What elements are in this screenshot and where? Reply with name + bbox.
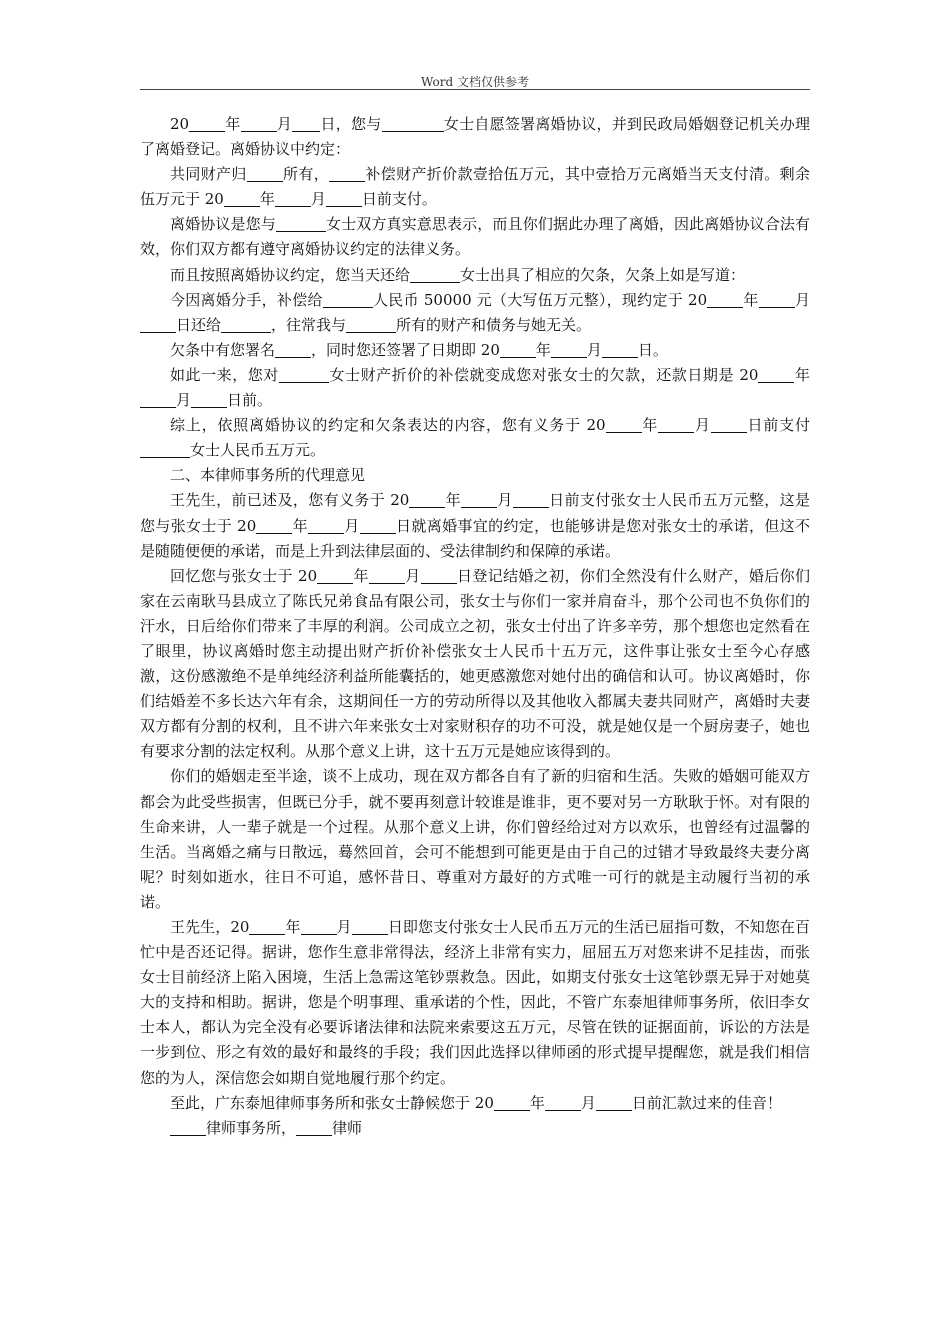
blank-field — [170, 1119, 206, 1136]
paragraph-5: 今因离婚分手，补偿给 人民币 50000 元（大写伍万元整），现约定于 20 年 月日还给 ，往常我与 所有的财产和债务与她无关。 — [140, 288, 810, 338]
blank-field — [256, 517, 292, 534]
blank-field — [241, 115, 277, 132]
blank-field — [494, 1094, 530, 1111]
letter-body — [140, 112, 810, 1141]
blank-field — [189, 115, 225, 132]
blank-field — [249, 918, 285, 935]
blank-field — [513, 491, 549, 508]
blank-field — [275, 341, 311, 358]
blank-field — [140, 441, 190, 458]
blank-field — [500, 341, 536, 358]
blank-field — [221, 316, 271, 333]
blank-field — [369, 567, 405, 584]
blank-field — [410, 266, 460, 283]
blank-field — [296, 1119, 332, 1136]
paragraph-6: 欠条中有您署名 ，同时您还签署了日期即 20 年 月 日。 — [170, 340, 668, 359]
blank-field — [224, 190, 260, 207]
paragraph-13: 王先生，20 年 月 日即您支付张女士人民币五万元的生活已屈指可数，不知您在百忙中是否还记得。据讲，您作生意非常得法，经济上非常有实力，屈屈五万对您来讲不足挂齿，而张女士目前经济上陷入困境，生活上急需这笔钞票救急。因此，如期支付张女士这笔钞票无异于对她莫大的支持和相助。据讲，您是个明事理、重承诺的个性，因此，不管广东泰旭律师事务所，依旧李女士本人，都认为完全没有必要诉诸法律和法院来索要这五万元，尽管在铁的证据面前，诉讼的方法是一步到位、形之有效的最好和最终的手段；我们因此选择以律师函的形式提早提醒您，就是我们相信您的为人，深信您会如期自觉地履行那个约定。 — [140, 918, 810, 1087]
blank-field — [758, 366, 794, 383]
paragraph-10: 王先生，前已述及，您有义务于 20 年 月 日前支付张女士人民币五万元整，这是您与张女士于 20 年 月 日就离婚事宜的约定，也能够讲是您对张女士的承诺，但这不是随随便便的承诺，而是上升到法律层面的、受法律制约和保障的承诺。 — [140, 491, 810, 560]
paragraph-7: 如此一来，您对 女士财产折价的补偿就变成您对张女士的欠款，还款日期是 20 年月 日前。 — [140, 363, 810, 413]
blank-field — [409, 491, 445, 508]
blank-field — [326, 190, 362, 207]
blank-field — [323, 291, 373, 308]
blank-field — [275, 190, 311, 207]
blank-field — [421, 567, 457, 584]
blank-field — [346, 316, 396, 333]
blank-field — [596, 1094, 632, 1111]
blank-field — [247, 165, 283, 182]
blank-field — [759, 291, 795, 308]
blank-field — [140, 316, 176, 333]
blank-field — [545, 1094, 581, 1111]
blank-field — [711, 416, 747, 433]
blank-field — [352, 918, 388, 935]
paragraph-2: 共同财产归 所有， 补偿财产折价款壹拾伍万元，其中壹拾万元离婚当天支付清。剩余伍万元于 20 年 月 日前支付。 — [140, 165, 810, 209]
blank-field — [140, 391, 176, 408]
blank-field — [707, 291, 743, 308]
blank-field — [382, 115, 444, 132]
paragraph-4: 而且按照离婚协议约定，您当天还给 女士出具了相应的欠条，欠条上如是写道： — [170, 265, 746, 284]
blank-field — [606, 416, 642, 433]
blank-field — [279, 366, 329, 383]
paragraph-8: 综上，依照离婚协议的约定和欠条表达的内容，您有义务于 20 年 月 日前支付女士人民币五万元。 — [140, 413, 810, 463]
paragraph-1: 20 年 月 日，您与 女士自愿签署离婚协议，并到民政局婚姻登记机关办理了离婚登记。离婚协议中约定： — [140, 115, 810, 159]
blank-field — [658, 416, 694, 433]
blank-field — [329, 165, 365, 182]
blank-field — [551, 341, 587, 358]
blank-field — [360, 517, 396, 534]
blank-field — [301, 918, 337, 935]
page-header: Word 文档仅供参考 — [421, 75, 529, 89]
signature-line: 律师事务所， 律师 — [140, 1116, 810, 1141]
paragraph-12: 你们的婚姻走至半途，谈不上成功，现在双方都各自有了新的归宿和生活。失败的婚姻可能双方都会为此受些损害，但既已分手，就不要再刻意计较谁是谁非，更不要对另一方耿耿于怀。对有限的生命来讲，人一辈子就是一个过程。从那个意义上讲，你们曾经给过对方以欢乐，也曾经有过温馨的生活。当离婚之痛与日散远，蓦然回首，会可不能想到可能更是由于自己的过错才导致最终夫妻分离呢？时刻如逝水，往日不可追，感怀昔日、尊重对方最好的方式唯一可行的就是主动履行当初的承诺。 — [140, 767, 810, 911]
blank-field — [292, 115, 320, 132]
blank-field — [602, 341, 638, 358]
blank-field — [276, 215, 326, 232]
blank-field — [461, 491, 497, 508]
blank-field — [308, 517, 344, 534]
blank-field — [317, 567, 353, 584]
paragraph-3: 离婚协议是您与 女士双方真实意思表示，而且你们据此办理了离婚，因此离婚协议合法有效，你们双方都有遵守离婚协议约定的法律义务。 — [140, 215, 810, 259]
paragraph-11: 回忆您与张女士于 20 年 月 日登记结婚之初，你们全然没有什么财产，婚后你们家在云南耿马县成立了陈氏兄弟食品有限公司，张女士与你们一家并肩奋斗，那个公司也不负你们的汗水，日后给你们带来了丰厚的利润。公司成立之初，张女士付出了许多辛劳，那个想您也定然看在了眼里，协议离婚时您主动提出财产折价补偿张女士人民币十五万元，这件事让张女士至今心存感激，这份感激绝不是单纯经济利益所能囊括的，她更感激您对她付出的确信和认可。协议离婚时，你们结婚差不多长达六年有余，这期间任一方的劳动所得以及其他收入都属夫妻共同财产，离婚时夫妻双方都有分割的权利，且不讲六年来张女士对家财积存的功不可没，就是她仅是一个厨房妻子，她也有要求分割的法定权利。从那个意义上讲，这十五万元是她应该得到的。 — [140, 566, 810, 761]
header-rule — [140, 89, 810, 90]
paragraph-14: 至此，广东泰旭律师事务所和张女士静候您于 20 年 月 日前汇款过来的佳音！ — [170, 1093, 782, 1112]
blank-field — [191, 391, 227, 408]
section-heading: 二、本律师事务所的代理意见 — [170, 466, 366, 485]
